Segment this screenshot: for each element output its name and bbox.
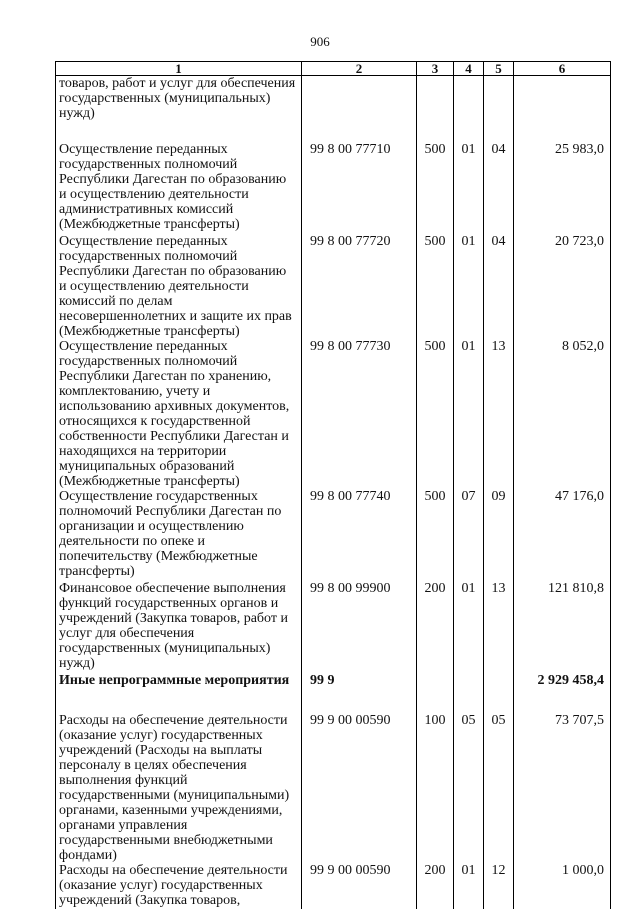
row-col4: 01 — [454, 339, 484, 489]
row-code: 99 8 00 77710 — [302, 142, 417, 234]
row-col4: 01 — [454, 581, 484, 673]
row-code: 99 8 00 77740 — [302, 489, 417, 581]
table-row — [56, 581, 611, 673]
row-col5: 04 — [484, 142, 514, 234]
row-col3: 200 — [417, 581, 454, 673]
row-name: Осуществление государственных полномочий Республики Дагестан по организации и осуществлению деятельности по опеке и попечительству (Межбюджетные трансферты) — [56, 489, 302, 581]
row-amount: 47 176,0 — [514, 489, 611, 581]
row-col4: 01 — [454, 142, 484, 234]
header-col-5: 5 — [484, 62, 514, 76]
row-name: товаров, работ и услуг для обеспечения государственных (муниципальных) нужд) — [56, 76, 302, 142]
table-row — [56, 234, 611, 339]
row-name: Осуществление переданных государственных полномочий Республики Дагестан по образованию и осуществлению деятельности комиссий по делам несовершеннолетних и защите их прав (Межбюджетные трансферты) — [56, 234, 302, 339]
row-amount: 20 723,0 — [514, 234, 611, 339]
row-col3: 500 — [417, 339, 454, 489]
header-col-2: 2 — [302, 62, 417, 76]
header-col-1: 1 — [56, 62, 302, 76]
row-name: Расходы на обеспечение деятельности (оказание услуг) государственных учреждений (Расходы на выплаты персоналу в целях обеспечения выполнения функций государственными (муниципальными) органами, казенными учреждениями, органами управления государственными внебюджетными фондами) — [56, 713, 302, 863]
row-amount: 25 983,0 — [514, 142, 611, 234]
row-col3 — [417, 673, 454, 713]
row-code: 99 9 00 00590 — [302, 863, 417, 909]
table-body — [56, 76, 611, 909]
row-col5 — [484, 76, 514, 142]
row-col5: 13 — [484, 581, 514, 673]
row-code: 99 9 00 00590 — [302, 713, 417, 863]
table-row — [56, 339, 611, 489]
row-name: Осуществление переданных государственных полномочий Республики Дагестан по хранению, комплектованию, учету и использованию архивных документов, относящихся к государственной собственности Республики Дагестан и находящихся на территории муниципальных образований (Межбюджетные трансферты) — [56, 339, 302, 489]
row-amount: 8 052,0 — [514, 339, 611, 489]
page-number: 906 — [310, 34, 330, 49]
table-row — [56, 142, 611, 234]
row-amount — [514, 76, 611, 142]
row-col4: 01 — [454, 863, 484, 909]
row-col5: 09 — [484, 489, 514, 581]
row-code: 99 9 — [302, 673, 417, 713]
table-row — [56, 673, 611, 713]
row-col3: 500 — [417, 234, 454, 339]
header-col-6: 6 — [514, 62, 611, 76]
row-code: 99 8 00 77730 — [302, 339, 417, 489]
row-name: Финансовое обеспечение выполнения функций государственных органов и учреждений (Закупка товаров, работ и услуг для обеспечения государственных (муниципальных) нужд) — [56, 581, 302, 673]
row-name: Расходы на обеспечение деятельности (оказание услуг) государственных учреждений (Закупка товаров, — [56, 863, 302, 909]
row-col4 — [454, 76, 484, 142]
row-col5 — [484, 673, 514, 713]
row-col3 — [417, 76, 454, 142]
row-col3: 200 — [417, 863, 454, 909]
row-code: 99 8 00 99900 — [302, 581, 417, 673]
header-col-3: 3 — [417, 62, 454, 76]
row-col4: 01 — [454, 234, 484, 339]
row-amount: 121 810,8 — [514, 581, 611, 673]
row-col5: 13 — [484, 339, 514, 489]
row-code — [302, 76, 417, 142]
header-col-4: 4 — [454, 62, 484, 76]
header-row — [56, 62, 611, 76]
row-col4 — [454, 673, 484, 713]
row-col4: 07 — [454, 489, 484, 581]
row-col3: 500 — [417, 142, 454, 234]
row-col5: 05 — [484, 713, 514, 863]
table-row — [56, 489, 611, 581]
row-col3: 500 — [417, 489, 454, 581]
table-row — [56, 76, 611, 142]
row-code: 99 8 00 77720 — [302, 234, 417, 339]
row-amount: 73 707,5 — [514, 713, 611, 863]
row-name: Осуществление переданных государственных полномочий Республики Дагестан по образованию и осуществлению деятельности административных комиссий (Межбюджетные трансферты) — [56, 142, 302, 234]
row-col4: 05 — [454, 713, 484, 863]
table-header — [56, 62, 611, 76]
row-col5: 12 — [484, 863, 514, 909]
row-col3: 100 — [417, 713, 454, 863]
row-amount: 2 929 458,4 — [514, 673, 611, 713]
budget-table — [55, 61, 611, 909]
table-row — [56, 713, 611, 863]
row-col5: 04 — [484, 234, 514, 339]
table-row — [56, 863, 611, 909]
row-amount: 1 000,0 — [514, 863, 611, 909]
row-name: Иные непрограммные мероприятия — [56, 673, 302, 713]
